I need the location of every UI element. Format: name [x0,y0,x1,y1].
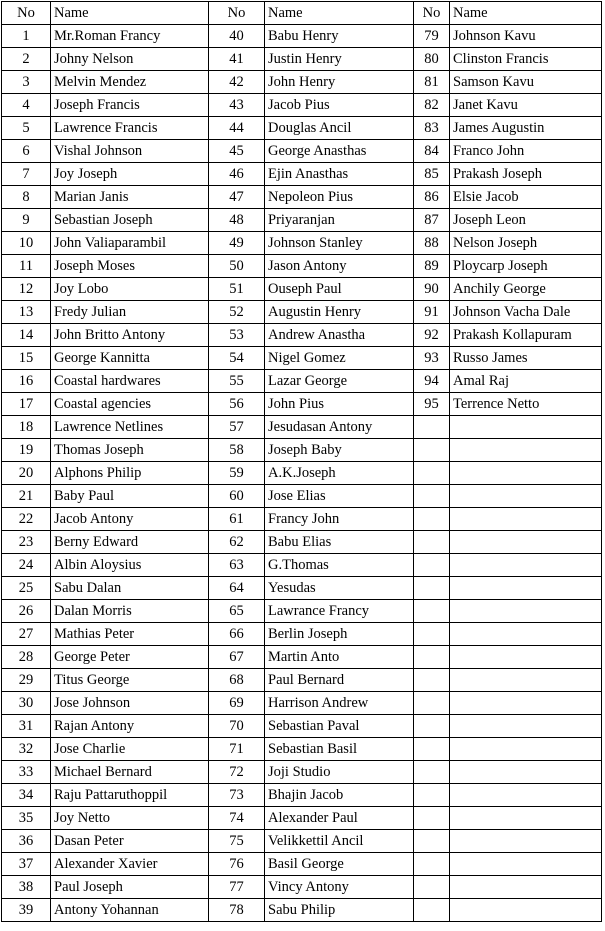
entry-number: 14 [2,324,51,347]
entry-number: 52 [209,301,265,324]
entry-name: Jose Johnson [51,692,209,715]
no-header: No [414,2,450,25]
entry-name: Justin Henry [265,48,414,71]
entry-name: Babu Elias [265,531,414,554]
entry-number: 32 [2,738,51,761]
table-row [2,324,602,347]
entry-name: Mr.Roman Francy [51,25,209,48]
entry-number: 42 [209,71,265,94]
entry-name: Baby Paul [51,485,209,508]
entry-number: 12 [2,278,51,301]
entry-name: Velikkettil Ancil [265,830,414,853]
empty-cell [450,807,602,830]
entry-name: Jason Antony [265,255,414,278]
entry-name: G.Thomas [265,554,414,577]
entry-number: 77 [209,876,265,899]
empty-cell [414,462,450,485]
entry-number: 73 [209,784,265,807]
empty-cell [414,439,450,462]
entry-number: 18 [2,416,51,439]
entry-name: Mathias Peter [51,623,209,646]
entry-name: Lazar George [265,370,414,393]
entry-number: 34 [2,784,51,807]
entry-name: Paul Joseph [51,876,209,899]
empty-cell [414,485,450,508]
table-row [2,439,602,462]
entry-name: Dasan Peter [51,830,209,853]
entry-name: George Peter [51,646,209,669]
entry-number: 95 [414,393,450,416]
empty-cell [450,600,602,623]
table-row [2,853,602,876]
entry-number: 28 [2,646,51,669]
no-header: No [2,2,51,25]
entry-number: 49 [209,232,265,255]
empty-cell [414,531,450,554]
entry-number: 1 [2,25,51,48]
entry-name: John Henry [265,71,414,94]
empty-cell [414,669,450,692]
table-row [2,738,602,761]
entry-name: Elsie Jacob [450,186,602,209]
entry-number: 15 [2,347,51,370]
table-row [2,485,602,508]
entry-name: Thomas Joseph [51,439,209,462]
entry-number: 65 [209,600,265,623]
entry-name: Priyaranjan [265,209,414,232]
entry-name: Johnson Stanley [265,232,414,255]
entry-name: Francy John [265,508,414,531]
entry-number: 21 [2,485,51,508]
entry-name: Ploycarp Joseph [450,255,602,278]
entry-name: Harrison Andrew [265,692,414,715]
table-row [2,71,602,94]
entry-number: 4 [2,94,51,117]
entry-number: 48 [209,209,265,232]
entry-name: James Augustin [450,117,602,140]
entry-name: Lawrence Francis [51,117,209,140]
entry-name: Joy Joseph [51,163,209,186]
entry-name: Babu Henry [265,25,414,48]
entry-number: 78 [209,899,265,922]
table-row [2,416,602,439]
empty-cell [450,715,602,738]
empty-cell [414,577,450,600]
entry-name: Lawrence Netlines [51,416,209,439]
entry-number: 6 [2,140,51,163]
entry-number: 19 [2,439,51,462]
table-row [2,186,602,209]
entry-name: Titus George [51,669,209,692]
empty-cell [450,830,602,853]
empty-cell [414,646,450,669]
table-row [2,25,602,48]
entry-number: 69 [209,692,265,715]
empty-cell [414,761,450,784]
table-row [2,278,602,301]
entry-name: Douglas Ancil [265,117,414,140]
empty-cell [414,899,450,922]
entry-number: 72 [209,761,265,784]
table-row [2,715,602,738]
entry-number: 26 [2,600,51,623]
table-row [2,623,602,646]
entry-name: Joji Studio [265,761,414,784]
entry-name: Johnson Kavu [450,25,602,48]
entry-name: Sebastian Basil [265,738,414,761]
empty-cell [450,692,602,715]
entry-name: George Kannitta [51,347,209,370]
entry-name: Jacob Antony [51,508,209,531]
entry-name: Dalan Morris [51,600,209,623]
entry-name: Berny Edward [51,531,209,554]
name-header: Name [265,2,414,25]
entry-number: 51 [209,278,265,301]
entry-name: Sebastian Paval [265,715,414,738]
entry-number: 54 [209,347,265,370]
empty-cell [450,508,602,531]
entry-name: Terrence Netto [450,393,602,416]
entry-number: 64 [209,577,265,600]
entry-number: 10 [2,232,51,255]
entry-number: 41 [209,48,265,71]
entry-number: 70 [209,715,265,738]
entry-name: Nepoleon Pius [265,186,414,209]
entry-number: 53 [209,324,265,347]
empty-cell [450,462,602,485]
entry-name: Alexander Paul [265,807,414,830]
entry-number: 85 [414,163,450,186]
entry-number: 8 [2,186,51,209]
entry-name: Basil George [265,853,414,876]
name-header: Name [450,2,602,25]
entry-name: Marian Janis [51,186,209,209]
entry-number: 62 [209,531,265,554]
entry-number: 61 [209,508,265,531]
entry-number: 86 [414,186,450,209]
entry-number: 60 [209,485,265,508]
entry-name: Clinston Francis [450,48,602,71]
empty-cell [450,853,602,876]
entry-number: 79 [414,25,450,48]
entry-name: Jose Elias [265,485,414,508]
entry-name: Alexander Xavier [51,853,209,876]
entry-number: 47 [209,186,265,209]
entry-number: 3 [2,71,51,94]
entry-number: 63 [209,554,265,577]
entry-name: John Britto Antony [51,324,209,347]
entry-name: Russo James [450,347,602,370]
entry-name: Antony Yohannan [51,899,209,922]
entry-name: Rajan Antony [51,715,209,738]
names-table [1,1,602,922]
entry-number: 83 [414,117,450,140]
table-row [2,94,602,117]
entry-number: 30 [2,692,51,715]
entry-name: Amal Raj [450,370,602,393]
entry-name: Augustin Henry [265,301,414,324]
table-row [2,301,602,324]
table-row [2,117,602,140]
entry-number: 35 [2,807,51,830]
entry-name: Joseph Leon [450,209,602,232]
entry-number: 45 [209,140,265,163]
entry-number: 11 [2,255,51,278]
entry-number: 88 [414,232,450,255]
entry-number: 7 [2,163,51,186]
entry-number: 39 [2,899,51,922]
entry-name: Vincy Antony [265,876,414,899]
entry-number: 29 [2,669,51,692]
table-row [2,508,602,531]
table-row [2,347,602,370]
entry-name: Ouseph Paul [265,278,414,301]
table-row [2,163,602,186]
names-table-body [2,2,602,922]
entry-number: 22 [2,508,51,531]
table-row [2,669,602,692]
entry-name: Alphons Philip [51,462,209,485]
entry-number: 46 [209,163,265,186]
entry-number: 93 [414,347,450,370]
entry-number: 5 [2,117,51,140]
entry-number: 16 [2,370,51,393]
table-row [2,370,602,393]
entry-number: 76 [209,853,265,876]
entry-number: 37 [2,853,51,876]
name-header: Name [51,2,209,25]
entry-number: 56 [209,393,265,416]
table-row [2,531,602,554]
entry-name: George Anasthas [265,140,414,163]
entry-number: 66 [209,623,265,646]
table-row [2,692,602,715]
entry-number: 81 [414,71,450,94]
entry-number: 55 [209,370,265,393]
entry-number: 68 [209,669,265,692]
empty-cell [450,623,602,646]
table-row [2,899,602,922]
empty-cell [450,485,602,508]
empty-cell [414,876,450,899]
table-row [2,761,602,784]
entry-number: 87 [414,209,450,232]
empty-cell [414,738,450,761]
entry-number: 58 [209,439,265,462]
empty-cell [450,876,602,899]
entry-number: 38 [2,876,51,899]
empty-cell [414,600,450,623]
empty-cell [414,508,450,531]
entry-number: 20 [2,462,51,485]
header-row [2,2,602,25]
entry-name: Sabu Dalan [51,577,209,600]
entry-name: Johnson Vacha Dale [450,301,602,324]
entry-number: 59 [209,462,265,485]
entry-name: Melvin Mendez [51,71,209,94]
entry-number: 31 [2,715,51,738]
entry-name: Joseph Moses [51,255,209,278]
entry-number: 50 [209,255,265,278]
empty-cell [450,669,602,692]
entry-number: 40 [209,25,265,48]
entry-number: 23 [2,531,51,554]
entry-name: Jesudasan Antony [265,416,414,439]
entry-number: 71 [209,738,265,761]
table-row [2,462,602,485]
empty-cell [450,784,602,807]
entry-name: Bhajin Jacob [265,784,414,807]
empty-cell [414,853,450,876]
entry-name: Coastal agencies [51,393,209,416]
empty-cell [414,623,450,646]
table-row [2,807,602,830]
entry-number: 9 [2,209,51,232]
entry-name: Fredy Julian [51,301,209,324]
entry-name: Janet Kavu [450,94,602,117]
entry-number: 92 [414,324,450,347]
entry-number: 89 [414,255,450,278]
table-row [2,577,602,600]
empty-cell [450,577,602,600]
empty-cell [414,807,450,830]
table-row [2,876,602,899]
entry-name: Samson Kavu [450,71,602,94]
empty-cell [414,715,450,738]
empty-cell [450,761,602,784]
no-header: No [209,2,265,25]
table-row [2,554,602,577]
entry-number: 57 [209,416,265,439]
entry-number: 24 [2,554,51,577]
entry-name: Coastal hardwares [51,370,209,393]
entry-name: Jose Charlie [51,738,209,761]
entry-name: Paul Bernard [265,669,414,692]
entry-number: 44 [209,117,265,140]
entry-name: Franco John [450,140,602,163]
entry-name: Andrew Anastha [265,324,414,347]
table-row [2,393,602,416]
entry-name: Sabu Philip [265,899,414,922]
empty-cell [450,554,602,577]
table-row [2,140,602,163]
table-row [2,255,602,278]
entry-number: 27 [2,623,51,646]
entry-name: Joy Lobo [51,278,209,301]
entry-name: Jacob Pius [265,94,414,117]
entry-number: 17 [2,393,51,416]
entry-name: Lawrance Francy [265,600,414,623]
entry-name: Johny Nelson [51,48,209,71]
empty-cell [450,439,602,462]
table-row [2,830,602,853]
empty-cell [414,554,450,577]
entry-number: 94 [414,370,450,393]
empty-cell [414,830,450,853]
entry-number: 84 [414,140,450,163]
empty-cell [450,899,602,922]
entry-number: 25 [2,577,51,600]
table-row [2,209,602,232]
empty-cell [414,416,450,439]
entry-name: Albin Aloysius [51,554,209,577]
entry-name: John Valiaparambil [51,232,209,255]
entry-name: Yesudas [265,577,414,600]
entry-name: Joy Netto [51,807,209,830]
entry-number: 90 [414,278,450,301]
entry-name: Anchily George [450,278,602,301]
entry-name: Nelson Joseph [450,232,602,255]
entry-number: 75 [209,830,265,853]
entry-name: Ejin Anasthas [265,163,414,186]
entry-name: A.K.Joseph [265,462,414,485]
entry-number: 74 [209,807,265,830]
entry-name: Sebastian Joseph [51,209,209,232]
entry-number: 36 [2,830,51,853]
entry-number: 80 [414,48,450,71]
entry-number: 91 [414,301,450,324]
entry-name: Joseph Baby [265,439,414,462]
entry-name: Joseph Francis [51,94,209,117]
entry-name: Nigel Gomez [265,347,414,370]
entry-name: John Pius [265,393,414,416]
empty-cell [450,738,602,761]
table-row [2,646,602,669]
entry-name: Martin Anto [265,646,414,669]
entry-name: Berlin Joseph [265,623,414,646]
entry-number: 33 [2,761,51,784]
table-row [2,232,602,255]
entry-number: 13 [2,301,51,324]
empty-cell [450,416,602,439]
entry-name: Michael Bernard [51,761,209,784]
entry-number: 67 [209,646,265,669]
entry-name: Vishal Johnson [51,140,209,163]
entry-name: Raju Pattaruthoppil [51,784,209,807]
empty-cell [450,531,602,554]
table-row [2,48,602,71]
table-row [2,600,602,623]
empty-cell [450,646,602,669]
entry-number: 43 [209,94,265,117]
entry-name: Prakash Joseph [450,163,602,186]
table-row [2,784,602,807]
empty-cell [414,784,450,807]
entry-name: Prakash Kollapuram [450,324,602,347]
entry-number: 82 [414,94,450,117]
empty-cell [414,692,450,715]
entry-number: 2 [2,48,51,71]
